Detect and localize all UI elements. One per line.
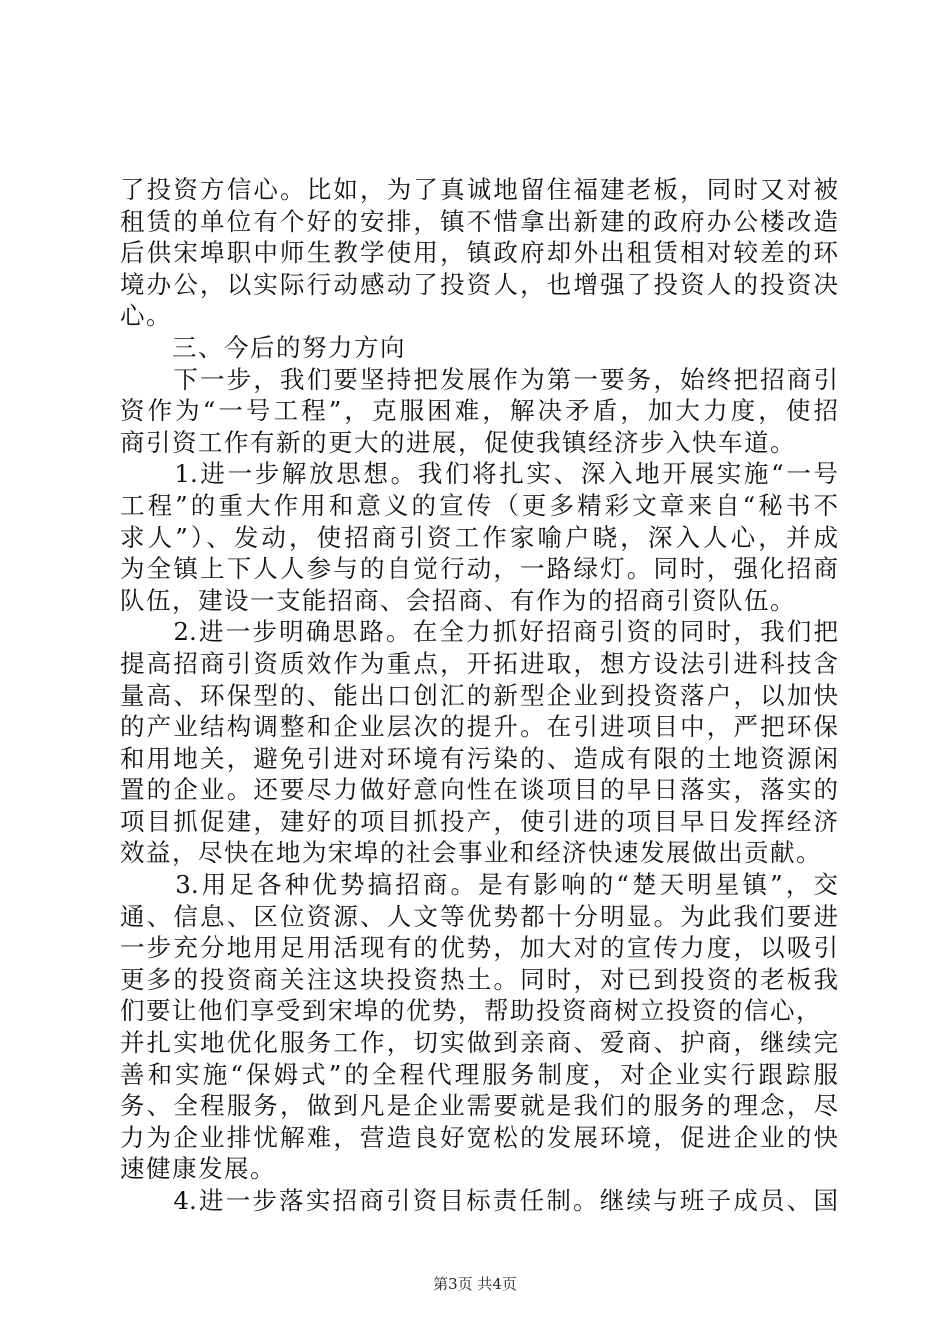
body-text-line: 力为企业排忧解难，营造良好宽松的发展环境，促进企业的快 — [120, 1122, 838, 1152]
body-text-line: 速健康发展。 — [120, 1154, 276, 1184]
body-text-line: 和用地关，避免引进对环境有污染的、造成有限的土地资源闲 — [120, 743, 838, 773]
body-text-line: 境办公，以实际行动感动了投资人，也增强了投资人的投资决 — [120, 269, 838, 299]
body-text-line: 三、今后的努力方向 — [120, 332, 406, 362]
body-text-line: 效益，尽快在地为宋埠的社会事业和经济快速发展做出贡献。 — [120, 838, 822, 868]
body-text-line: 3.用足各种优势搞招商。是有影响的“楚天明星镇”，交 — [120, 870, 838, 900]
body-text — [120, 174, 838, 1217]
body-text-line: 商引资工作有新的更大的进展，促使我镇经济步入快车道。 — [120, 427, 796, 457]
page-number-footer: 第3页 共4页 — [433, 1275, 517, 1293]
body-text-line: 租赁的单位有个好的安排，镇不惜拿出新建的政府办公楼改造 — [120, 206, 838, 236]
body-text-line: 并扎实地优化服务工作，切实做到亲商、爱商、护商，继续完 — [120, 1028, 838, 1058]
body-text-line: 量高、环保型的、能出口创汇的新型企业到投资落户，以加快 — [120, 680, 838, 710]
body-text-line: 队伍，建设一支能招商、会招商、有作为的招商引资队伍。 — [120, 585, 796, 615]
body-text-line: 4.进一步落实招商引资目标责任制。继续与班子成员、国 — [120, 1186, 838, 1215]
body-text-line: 求人”）、发动，使招商引资工作家喻户晓，深入人心，并成 — [120, 522, 838, 552]
body-text-line: 后供宋埠职中师生教学使用，镇政府却外出租赁相对较差的环 — [120, 238, 838, 268]
body-text-line: 们要让他们享受到宋埠的优势，帮助投资商树立投资的信心， — [120, 996, 822, 1026]
body-text-line: 2.进一步明确思路。在全力抓好招商引资的同时，我们把 — [120, 617, 838, 647]
body-text-line: 更多的投资商关注这块投资热土。同时，对已到投资的老板我 — [120, 964, 838, 994]
body-text-line: 资作为“一号工程”，克服困难，解决矛盾，加大力度，使招 — [120, 396, 838, 426]
body-text-line: 置的企业。还要尽力做好意向性在谈项目的早日落实，落实的 — [120, 775, 838, 805]
body-text-line: 务、全程服务，做到凡是企业需要就是我们的服务的理念，尽 — [120, 1091, 838, 1121]
body-text-line: 的产业结构调整和企业层次的提升。在引进项目中，严把环保 — [120, 712, 838, 742]
body-text-line: 了投资方信心。比如，为了真诚地留住福建老板，同时又对被 — [120, 175, 838, 204]
body-text-line: 心。 — [120, 301, 172, 331]
body-text-line: 为全镇上下人人参与的自觉行动，一路绿灯。同时，强化招商 — [120, 554, 838, 584]
body-text-line: 善和实施“保姆式”的全程代理服务制度，对企业实行跟踪服 — [120, 1059, 838, 1089]
body-text-line: 工程”的重大作用和意义的宣传（更多精彩文章来自“秘书不 — [120, 490, 838, 520]
body-text-line: 一步充分地用足用活现有的优势，加大对的宣传力度，以吸引 — [120, 933, 838, 963]
body-text-line: 提高招商引资质效作为重点，开拓进取，想方设法引进科技含 — [120, 648, 838, 678]
body-text-line: 1.进一步解放思想。我们将扎实、深入地开展实施“一号 — [120, 459, 838, 489]
body-text-line: 项目抓促建，建好的项目抓投产，使引进的项目早日发挥经济 — [120, 806, 838, 836]
body-text-line: 通、信息、区位资源、人文等优势都十分明显。为此我们要进 — [120, 901, 838, 931]
body-text-line: 下一步，我们要坚持把发展作为第一要务，始终把招商引 — [120, 364, 838, 394]
